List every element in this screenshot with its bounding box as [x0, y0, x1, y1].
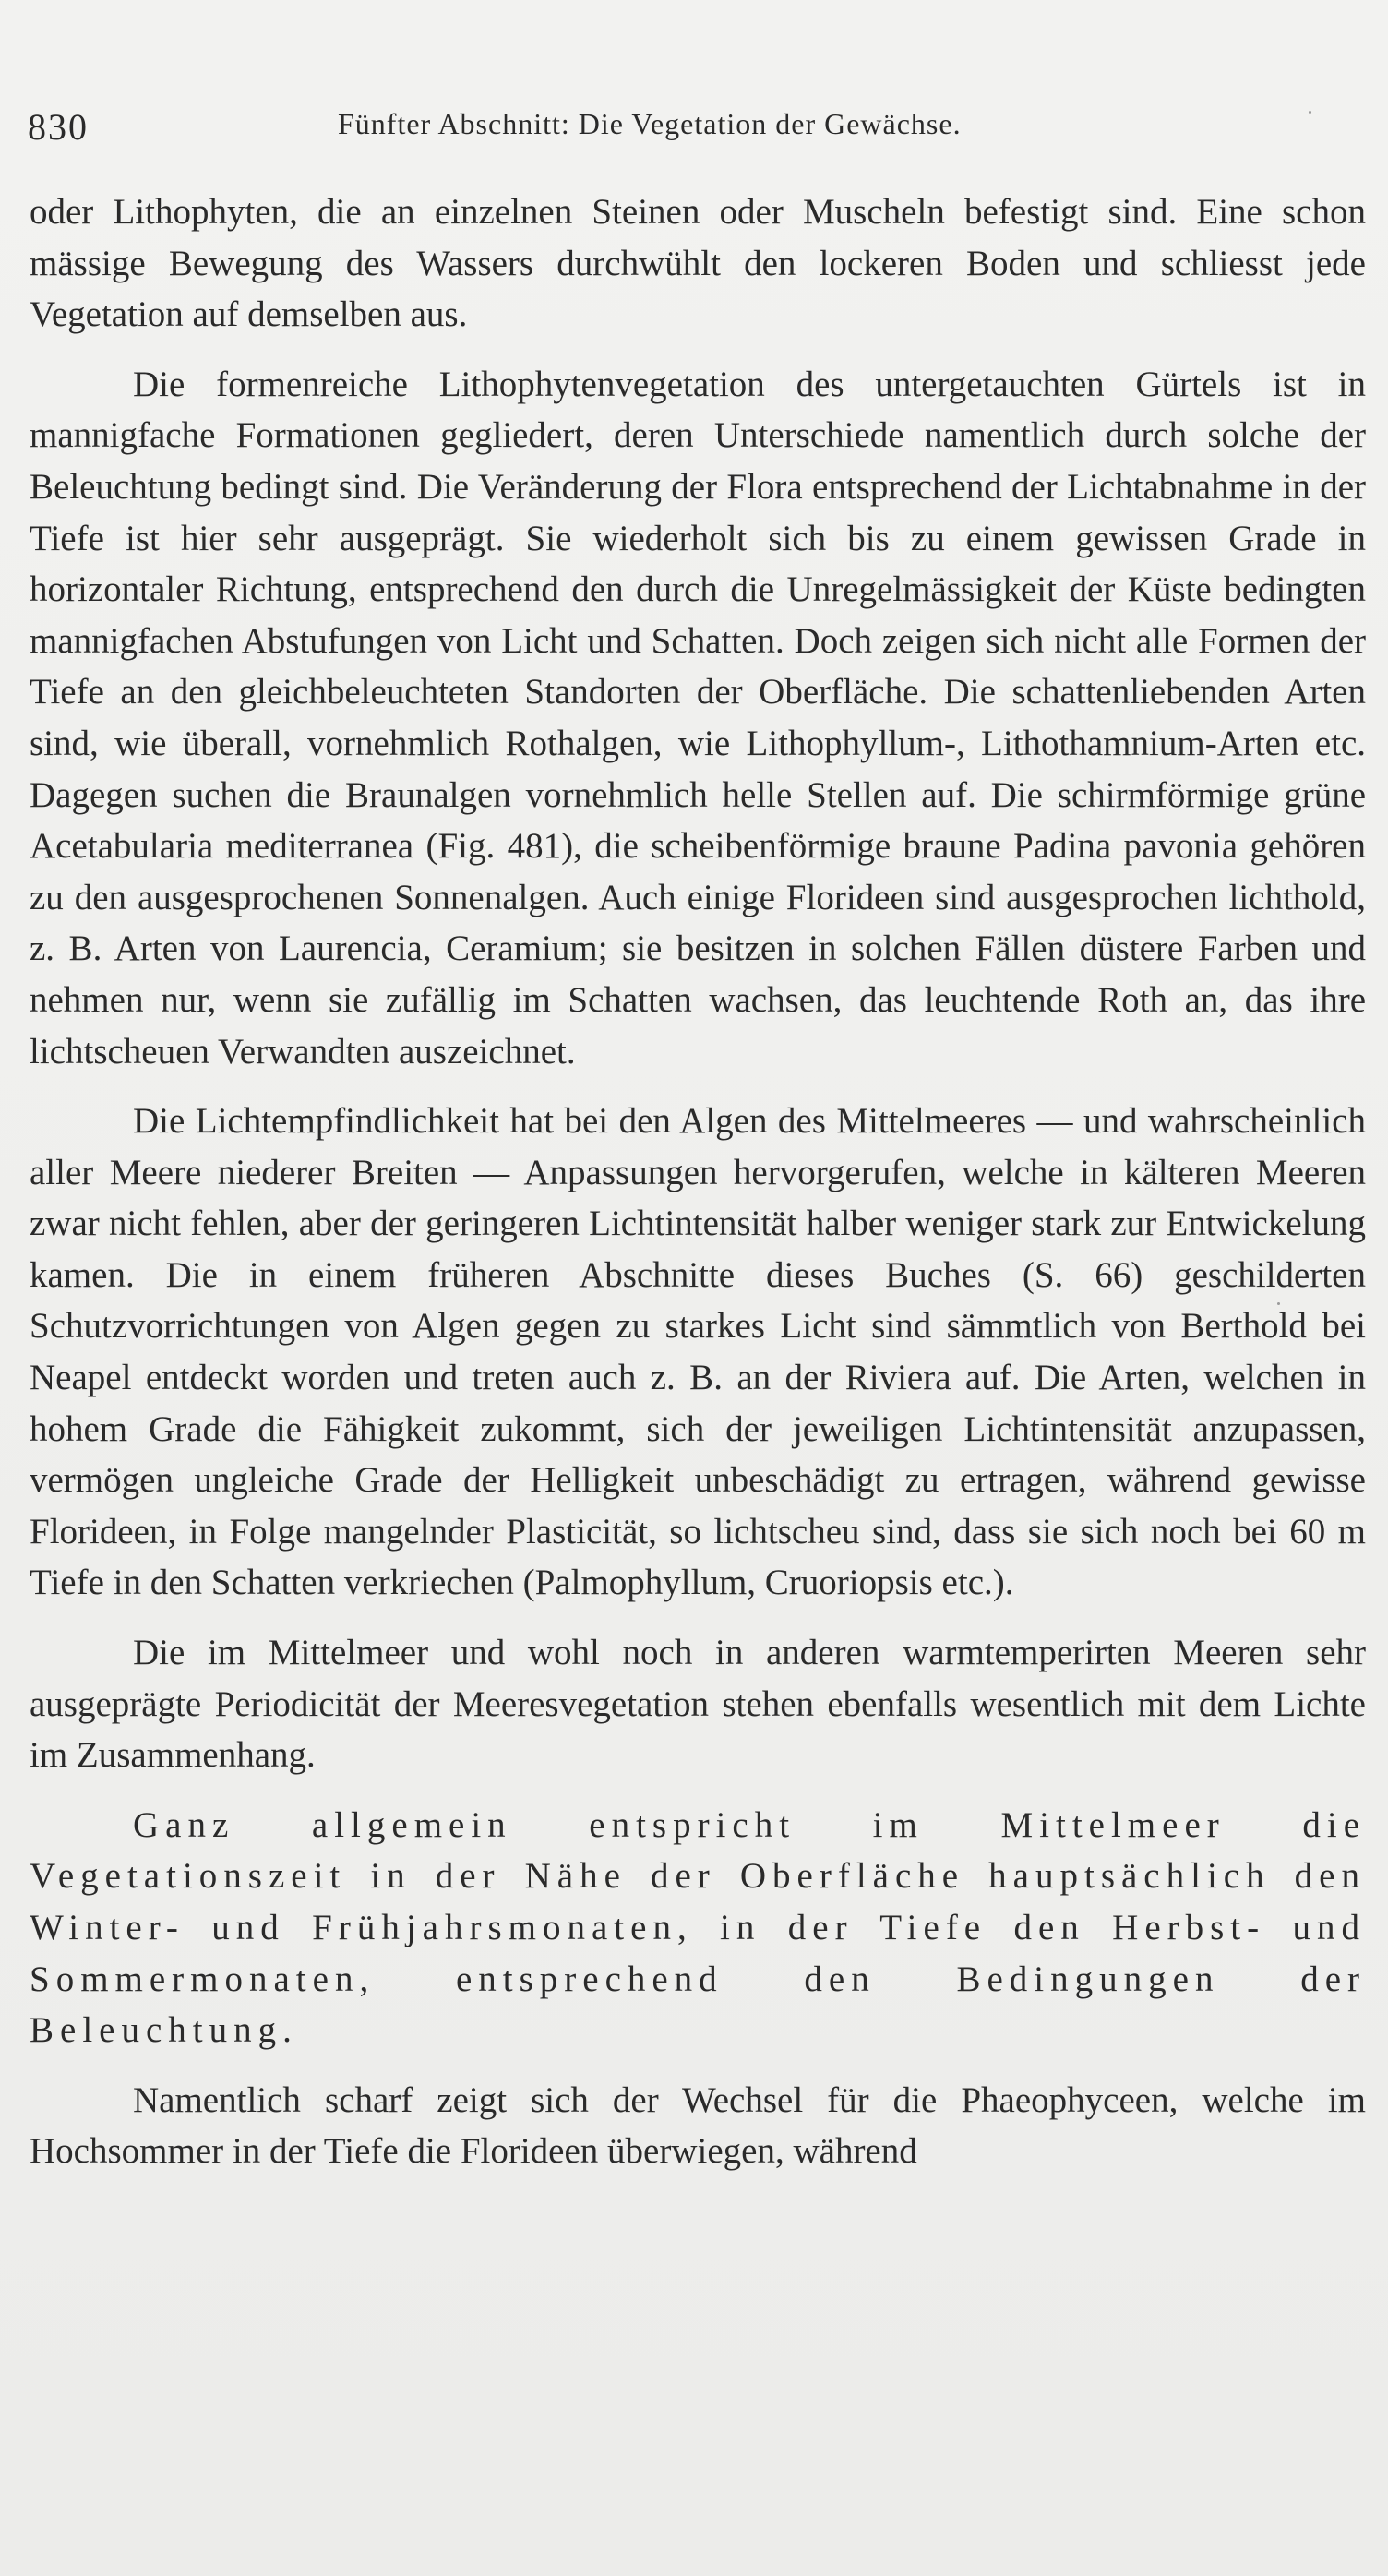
paragraph-lichtempfindlichkeit: Die Lichtempfindlichkeit hat bei den Algen des Mittelmeeres — und wahrscheinlich aller Meere niederer Breiten — Anpassungen hervorgerufen, welche in kälteren Meeren zwar nicht fehlen, aber der geringeren Lichtintensität halber weniger stark zur Entwickelung kamen. Die in einem früheren Abschnitte dieses Buches (S. 66) geschilderten Schutzvorrichtungen von Algen gegen zu starkes Licht sind sämmtlich von Berthold bei Neapel entdeckt worden und treten auch z. B. an der Riviera auf. Die Arten, welchen in hohem Grade die Fähigkeit zukommt, sich der jeweiligen Lichtintensität anzupassen, vermögen ungleiche Grade der Helligkeit unbeschädigt zu ertragen, während gewisse Florideen, in Folge mangelnder Plasticität, so lichtscheu sind, dass sie sich noch bei 60 m Tiefe in den Schatten verkriechen (Palmophyllum, Cruoriopsis etc.).	[30, 1101, 1366, 1603]
paragraph-lithophyten: Die formenreiche Lithophytenvegetation des untergetauchten Gürtels ist in mannigfache Formationen gegliedert, deren Unterschiede namentlich durch solche der Beleuchtung bedingt sind. Die Veränderung der Flora entsprechend der Lichtabnahme in der Tiefe ist hier sehr ausgeprägt. Sie wiederholt sich bis zu einem gewissen Grade in horizontaler Richtung, entsprechend den durch die Unregelmässigkeit der Küste bedingten mannigfachen Abstufungen von Licht und Schatten. Doch zeigen sich nicht alle Formen der Tiefe an den gleichbeleuchteten Standorten der Oberfläche. Die schattenliebenden Arten sind, wie überall, vornehmlich Rothalgen, wie Lithophyllum-, Lithothamnium-Arten etc. Dagegen suchen die Braunalgen vornehmlich helle Stellen auf. Die schirmförmige grüne Acetabularia mediterranea (Fig. 481), die scheibenförmige braune Padina pavonia gehören zu den ausgesprochenen Sonnenalgen. Auch einige Florideen sind ausgesprochen lichthold, z. B. Arten von Laurencia, Ceramium; sie besitzen in solchen Fällen düstere Farben und nehmen nur, wenn sie zufällig im Schatten wachsen, das leuchtende Roth an, das ihre lichtscheuen Verwandten auszeichnet.	[30, 364, 1366, 1072]
running-head	[28, 100, 1357, 146]
running-head-title: Fünfter Abschnitt: Die Vegetation der Gewächse.	[338, 107, 962, 140]
print-speck	[1309, 111, 1311, 114]
page-number: 830	[28, 106, 89, 148]
paragraph-periodicitaet: Die im Mittelmeer und wohl noch in anderen warmtemperirten Meeren sehr ausgeprägte Periodicität der Meeresvegetation stehen ebenfalls wesentlich mit dem Lichte im Zusammenhang.	[30, 1633, 1366, 1776]
paragraph-phaeophyceen: Namentlich scharf zeigt sich der Wechsel für die Phaeophyceen, welche im Hochsommer in der Tiefe die Florideen überwiegen, während	[30, 2079, 1366, 2172]
body-text	[30, 186, 1366, 2177]
paragraph-continuation: oder Lithophyten, die an einzelnen Steinen oder Muscheln befestigt sind. Eine schon mässige Bewegung des Wassers durchwühlt den lockeren Boden und schliesst jede Vegetation auf demselben aus.	[30, 192, 1366, 335]
paragraph-vegetationszeit: Ganz allgemein entspricht im Mittelmeer die Vegetationszeit in der Nähe der Oberfläche hauptsächlich den Winter- und Frühjahrsmonaten, in der Tiefe den Herbst- und Sommermonaten, entsprechend den Bedingungen der Beleuchtung.	[30, 1804, 1366, 2051]
print-speck	[1277, 1302, 1280, 1305]
